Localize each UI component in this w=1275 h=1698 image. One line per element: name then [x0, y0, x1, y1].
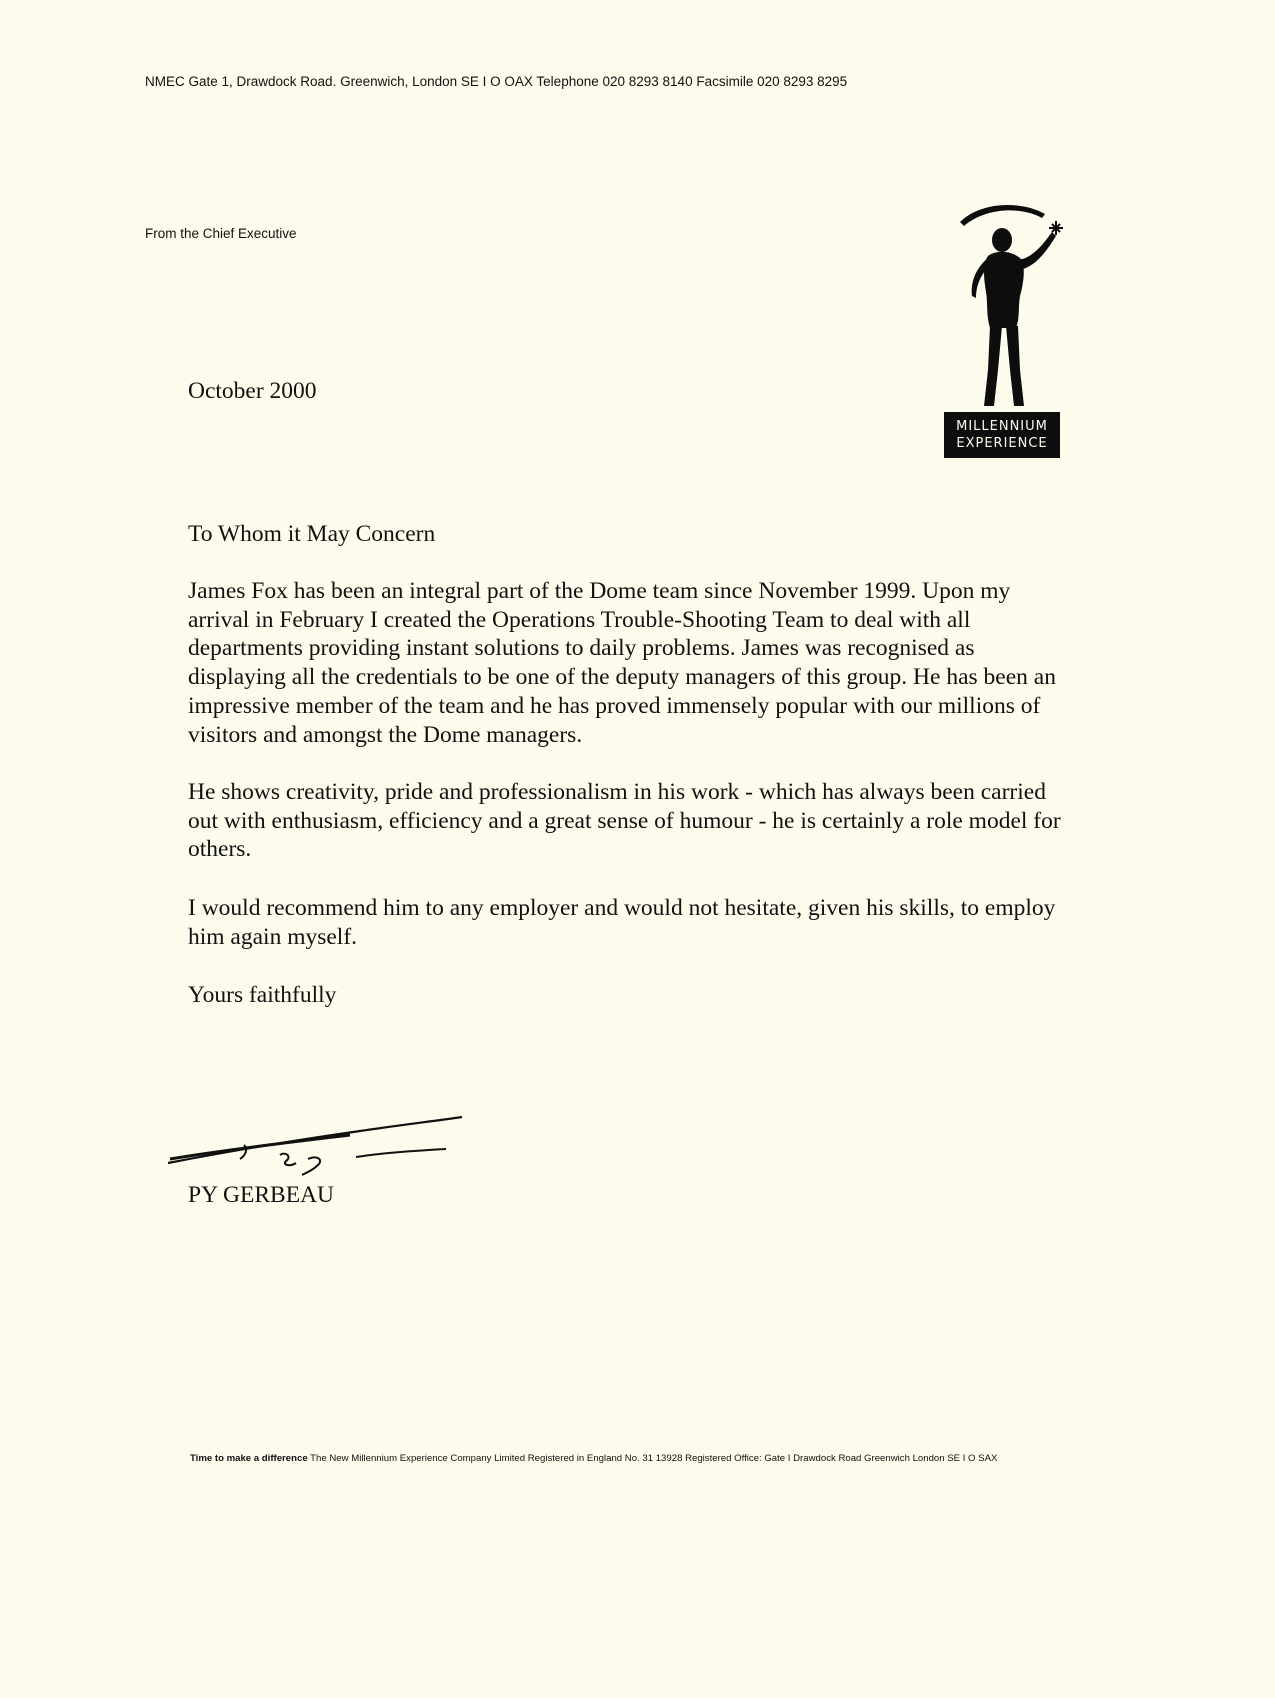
- signature-icon: [160, 1105, 470, 1185]
- from-line: From the Chief Executive: [145, 226, 297, 241]
- body-paragraph-2: [188, 778, 1068, 864]
- salutation: To Whom it May Concern: [188, 521, 436, 547]
- body-paragraph-1: [188, 577, 1068, 749]
- paragraph-text: He shows creativity, pride and professionalism in his work - which has always been carried out with enthusiasm, efficiency and a great sense of humour - he is certainly a role model for others.: [188, 779, 1061, 863]
- logo-line-2: EXPERIENCE: [956, 436, 1048, 451]
- letterhead-address: NMEC Gate 1, Drawdock Road. Greenwich, London SE I O OAX Telephone 020 8293 8140 Facsimile 020 8293 8295: [145, 74, 848, 89]
- logo-line-1: MILLENNIUM: [956, 419, 1048, 434]
- letter-date: October 2000: [188, 378, 317, 404]
- body-paragraph-3: [188, 894, 1068, 951]
- footer-tagline: Time to make a difference: [190, 1453, 308, 1464]
- signer-name: PY GERBEAU: [188, 1182, 335, 1208]
- footer-company-info: The New Millennium Experience Company Limited Registered in England No. 31 13928 Registered Office: Gate I Drawdock Road Greenwich London SE I O SAX: [310, 1453, 998, 1464]
- signature: [160, 1105, 470, 1185]
- millennium-experience-logo: [940, 200, 1065, 460]
- logo-wordmark: [944, 412, 1060, 458]
- paragraph-text: I would recommend him to any employer and would not hesitate, given his skills, to employ him again myself.: [188, 895, 1056, 950]
- footer: [190, 1453, 997, 1464]
- closing: Yours faithfully: [188, 982, 337, 1008]
- paragraph-text: James Fox has been an integral part of the Dome team since November 1999. Upon my arrival in February I created the Operations Trouble-Shooting Team to deal with all departments providing instant solutions to daily problems. James was recognised as displaying all the credentials to be one of the deputy managers of this group. He has been an impressive member of the team and he has proved immensely popular with our millions of visitors and amongst the Dome managers.: [188, 578, 1056, 748]
